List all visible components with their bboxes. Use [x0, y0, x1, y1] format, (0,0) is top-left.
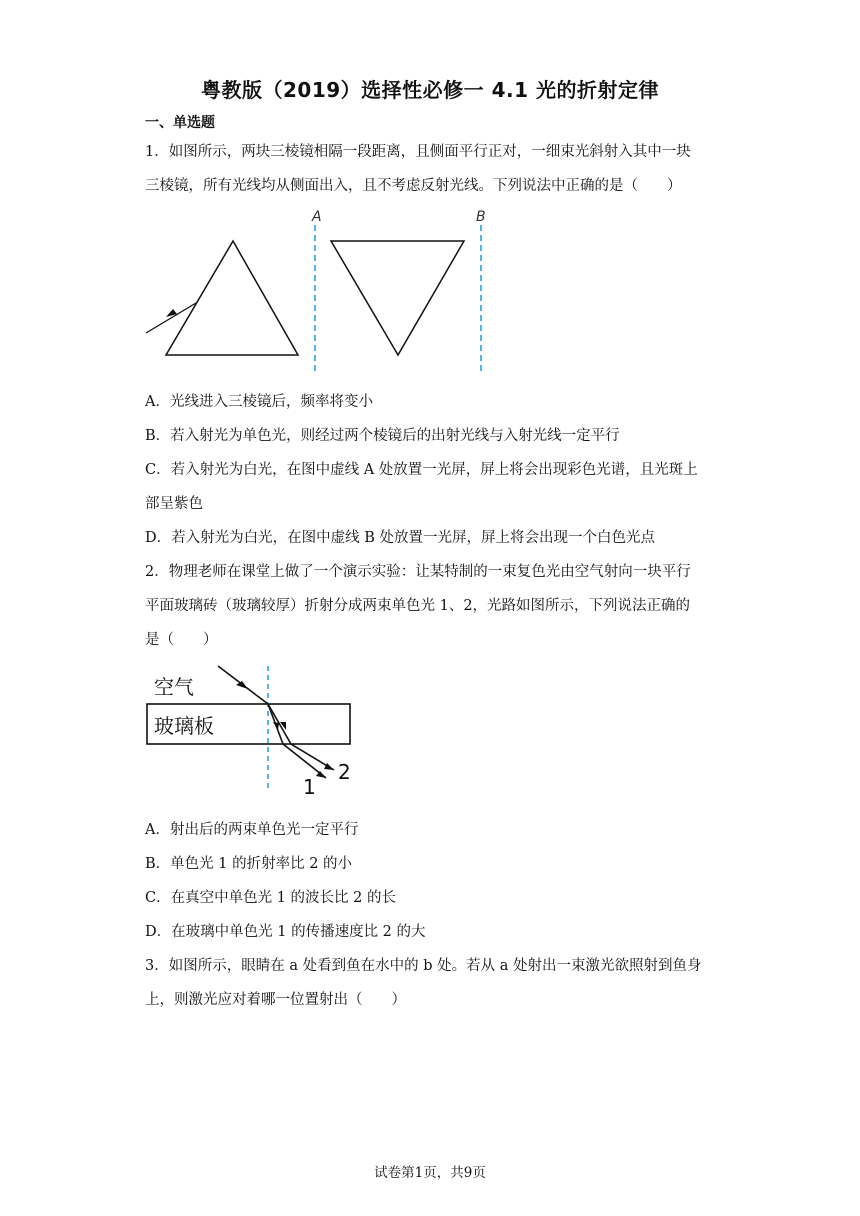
q1-option-a: A．光线进入三棱镜后，频率将变小 — [145, 394, 373, 410]
q2-option-a: A．射出后的两束单色光一定平行 — [145, 822, 359, 838]
ray-2-label: 2 — [338, 760, 351, 784]
prism-inverted — [331, 241, 464, 355]
q1-option-c-cont: 部呈紫色 — [145, 496, 203, 512]
question-3-stem-line-2: 上，则激光应对着哪一位置射出（ ） — [145, 992, 406, 1008]
page-title: 粤教版（2019）选择性必修一 4.1 光的折射定律 — [200, 78, 660, 102]
question-3-stem-line-1: 3．如图所示，眼睛在 a 处看到鱼在水中的 b 处。若从 a 处射出一束激光欲照射到鱼身 — [145, 958, 702, 974]
q2-option-b: B．单色光 1 的折射率比 2 的小 — [145, 856, 353, 872]
question-2-glass-figure — [140, 660, 370, 800]
section-heading: 一、单选题 — [145, 115, 215, 131]
question-2-stem-line-3: 是（ ） — [145, 632, 218, 648]
q2-option-d: D．在玻璃中单色光 1 的传播速度比 2 的大 — [145, 924, 426, 940]
q1-option-c: C．若入射光为白光，在图中虚线 A 处放置一光屏，屏上将会出现彩色光谱，且光斑上 — [145, 462, 698, 478]
question-2-stem-line-2: 平面玻璃砖（玻璃较厚）折射分成两束单色光 1、2，光路如图所示，下列说法正确的 — [145, 598, 691, 614]
glass-label: 玻璃板 — [154, 714, 214, 738]
page-footer: 试卷第1页，共9页 — [374, 1165, 486, 1181]
question-1-prism-figure — [140, 205, 500, 375]
incident-ray-arrowhead — [236, 681, 248, 689]
q1-option-b: B．若入射光为单色光，则经过两个棱镜后的出射光线与入射光线一定平行 — [145, 428, 620, 444]
ray-2-path — [268, 704, 334, 770]
question-2-stem-line-1: 2．物理老师在课堂上做了一个演示实验：让某特制的一束复色光由空气射向一块平行 — [145, 564, 691, 580]
ray-1-path — [268, 704, 326, 778]
label-b: B — [476, 209, 486, 225]
prism-upright — [166, 241, 298, 355]
question-1-stem-line-2: 三棱镜，所有光线均从侧面出入，且不考虑反射光线。下列说法中正确的是（ ） — [145, 178, 682, 194]
q2-option-c: C．在真空中单色光 1 的波长比 2 的长 — [145, 890, 396, 906]
label-a: A — [312, 209, 322, 225]
q1-option-d: D．若入射光为白光，在图中虚线 B 处放置一光屏，屏上将会出现一个白色光点 — [145, 530, 655, 546]
question-1-stem-line-1: 1．如图所示，两块三棱镜相隔一段距离，且侧面平行正对，一细束光斜射入其中一块 — [145, 144, 691, 160]
ray-1-inner-arrowhead — [273, 722, 279, 730]
ray-1-label: 1 — [303, 775, 316, 799]
air-label: 空气 — [154, 675, 194, 699]
